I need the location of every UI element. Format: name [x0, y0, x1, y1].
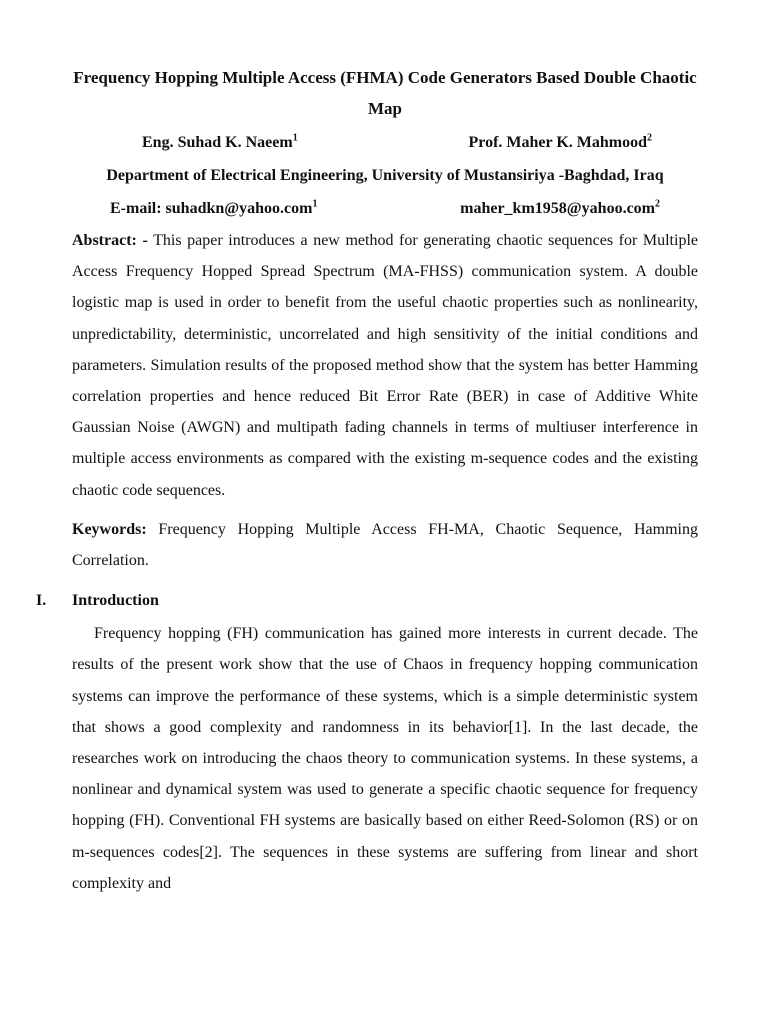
section-number: I.: [36, 592, 47, 610]
author-2: [469, 126, 653, 159]
keywords: [72, 514, 698, 576]
author-1-name: Eng. Suhad K. Naeem: [142, 134, 293, 151]
section-title: Introduction: [72, 592, 159, 610]
paper-page: [36, 62, 698, 899]
intro-paragraph: Frequency hopping (FH) communication has gained more interests in current decade. The results of the present work show that the use of Chaos in frequency hopping communication systems can improve the performance of these systems, which is a simple deterministic system that shows a good complexity and randomness in its behavior[1]. In the last decade, the researches work on introducing the chaos theory to communication systems. In these systems, a nonlinear and dynamical system was used to generate a specific chaotic sequence for frequency hopping (FH). Conventional FH systems are basically based on either Reed-Solomon (RS) or on m-sequences codes[2]. The sequences in these systems are suffering from linear and short complexity and: [72, 625, 698, 892]
author-1-sup: 1: [292, 132, 298, 144]
author-2-sup: 2: [647, 132, 652, 144]
abstract: [72, 225, 698, 506]
author-2-name: Prof. Maher K. Mahmood: [468, 134, 647, 151]
email-2-sup: 2: [655, 198, 660, 210]
abstract-label: Abstract: -: [72, 232, 148, 249]
author-1: [142, 126, 298, 159]
affiliation: Department of Electrical Engineering, University of Mustansiriya -Baghdad, Iraq: [106, 167, 664, 184]
email-1: [110, 192, 317, 225]
email-2-text: maher_km1958@yahoo.com: [460, 200, 655, 217]
keywords-label: Keywords:: [72, 520, 147, 538]
keywords-text: Frequency Hopping Multiple Access FH-MA, Chaotic Sequence, Hamming Correlation.: [72, 520, 698, 570]
abstract-text: This paper introduces a new method for generating chaotic sequences for Multiple Access Frequency Hopped Spread Spectrum (MA-FHSS) communication system. A double logistic map is used in order to benefit from the useful chaotic properties such as nonlinearity, unpredictability, deterministic, uncorrelated and high sensitivity of the initial conditions and parameters. Simulation results of the proposed method show that the system has better Hamming correlation properties and hence reduced Bit Error Rate (BER) in case of Additive White Gaussian Noise (AWGN) and multipath fading channels in terms of multiuser interference in multiple access environments as compared with the existing m-sequence codes and the existing chaotic code sequences.: [72, 232, 698, 499]
email-line: [72, 192, 698, 225]
email-1-sup: 1: [312, 198, 318, 210]
email-1-text: E-mail: suhadkn@yahoo.com: [110, 200, 313, 217]
email-2: [460, 192, 660, 225]
paper-title: Frequency Hopping Multiple Access (FHMA) Code Generators Based Double Chaotic Map: [73, 68, 697, 118]
author-line: [72, 126, 698, 159]
section-heading: [36, 585, 698, 616]
